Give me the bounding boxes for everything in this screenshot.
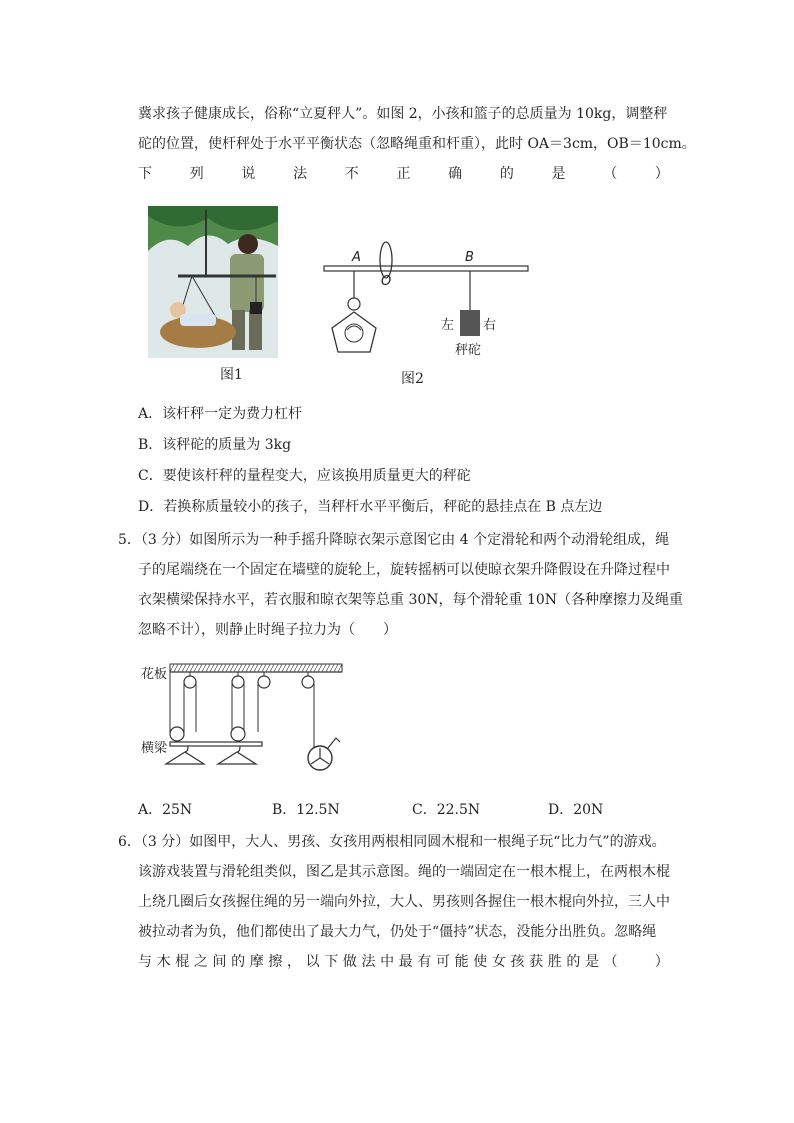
q6-line5-char: 中 [380,954,395,970]
q6-line5-char: 最 [398,954,413,970]
q6-line5-char: （ [603,954,618,970]
label-weight: 秤砣 [455,343,482,358]
q5-option-d: D．20N [548,802,604,818]
q4-line3-char: （ [603,166,618,182]
q5-text-line-1: 5．（3 分）如图所示为一种手摇升降晾衣架示意图它由 4 个定滑轮和两个动滑轮组成，绳 [118,532,670,548]
q6-text-line-5 [138,952,669,972]
q4-line3-char: 列 [189,166,204,182]
q6-line5-char [622,952,650,972]
label-left: 左 [441,318,455,333]
q4-line3-char: 不 [344,166,359,182]
q6-line5-char: 使 [473,954,488,970]
q4-text-line-2: 砣的位置，使杆秤处于水平平衡状态（忽略绳重和杆重），此时 OA＝3cm，OB＝10cm。 [138,136,696,152]
q5-text-line-2: 子的尾端绕在一个固定在墙壁的旋轮上，旋转摇柄可以使晾衣架升降假设在升降过程中 [138,562,670,578]
q4-line3-char: 正 [396,166,411,182]
q6-line5-char: 与 [138,954,152,970]
q6-text-line-3: 上绕几圈后女孩握住绳的另一端向外拉，大人、男孩则各握住一根木棍向外拉，三人中 [138,894,670,910]
q4-text-line-3 [138,164,669,184]
q6-line5-char: 有 [417,954,432,970]
label-o: O [381,274,392,289]
q4-line3-char: ） [654,166,669,182]
q4-line3-char: 法 [293,166,308,182]
q5-option-a: A．25N [138,802,193,818]
q4-line3-char: 的 [499,166,514,182]
q4-line3-char: 确 [448,166,463,182]
label-a: A [352,250,361,265]
q6-line5-char: 的 [566,954,581,970]
q6-line5-char: 能 [454,954,469,970]
q6-text-line-2: 该游戏装置与滑轮组类似，图乙是其示意图。绳的一端固定在一根木棍上，在两根木棍 [138,864,670,880]
q6-text-line-1: 6．（3 分）如图甲，大人、男孩、女孩用两根相同圆木棍和一根绳子玩“比力气”的游戏。 [118,834,666,850]
q4-option-b: B．该秤砣的质量为 3kg [138,437,292,453]
q6-line5-char: 可 [436,954,450,970]
label-beam: 横梁 [141,741,168,756]
q6-line5-char: 之 [193,954,208,970]
q4-text-line-1: 冀求孩子健康成长，俗称“立夏秤人”。如图 2，小孩和篮子的总质量为 10kg，调整秤 [138,106,668,122]
q6-line5-char: 棍 [175,954,190,970]
q5-text-line-4: 忽略不计），则静止时绳子拉力为（ ） [138,622,397,638]
q4-line3-char: 说 [241,166,256,182]
label-b: B [465,250,474,265]
q6-line5-char: 间 [212,954,227,970]
q6-line5-char: 摩 [249,954,264,970]
q6-line5-char: ， [287,954,301,970]
q6-line5-char: 以 [305,954,320,970]
q4-option-d: D．若换称质量较小的孩子，当秤杆水平平衡后，秤砣的悬挂点在 B 点左边 [138,499,603,515]
q6-line5-char: 做 [342,954,357,970]
q4-option-a: A．该杆秤一定为费力杠杆 [138,406,303,422]
q5-option-b: B．12.5N [272,802,340,818]
q6-line5-char: 女 [491,954,506,970]
q5-text-line-3: 衣架横梁保持水平，若衣服和晾衣架等总重 30N，每个滑轮重 10N（各种摩擦力及绳重 [138,592,684,608]
label-ceiling: 花板 [141,667,168,682]
q4-line3-char: 下 [138,166,152,182]
q6-line5-char: 是 [585,954,599,970]
q6-line5-char: 孩 [510,954,525,970]
q6-line5-char: 木 [156,954,171,970]
q4-line3-char: 是 [551,166,566,182]
figure-q5-pulley-diagram [140,660,350,775]
q6-line5-char: 下 [324,954,339,970]
q6-line5-char: 获 [529,954,544,970]
q5-option-c: C．22.5N [412,802,481,818]
q6-line5-char: 的 [231,954,246,970]
q6-line5-char: 擦 [268,954,283,970]
q6-line5-char: ） [654,954,669,970]
q6-line5-char: 胜 [547,954,562,970]
label-right: 右 [483,318,497,333]
figure-1-caption: 图1 [220,367,243,383]
figure-2-caption: 图2 [401,371,424,387]
q6-text-line-4: 被拉动者为负，他们都使出了最大力气，仍处于“僵持”状态，没能分出胜负。忽略绳 [138,924,657,940]
q6-line5-char: 法 [361,954,376,970]
figure-1-illustration [148,206,278,358]
figure-2-lever-diagram [318,240,534,362]
q4-option-c: C．要使该杆秤的量程变大，应该换用质量更大的秤砣 [138,468,471,484]
